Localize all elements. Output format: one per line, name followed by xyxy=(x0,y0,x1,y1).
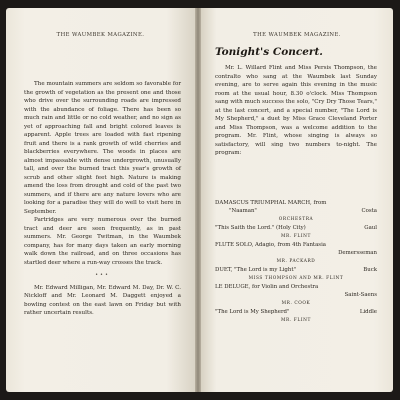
program-composer: Demersseman xyxy=(338,250,377,257)
left-body-text xyxy=(24,80,181,318)
program-composer: Liddle xyxy=(359,309,377,316)
section-divider: ••• xyxy=(95,272,110,278)
program-piece: LE DELUGE, for Violin and Orchestra xyxy=(215,284,319,291)
program-piece: DUET, "The Lord is my Light" xyxy=(215,267,296,274)
program-piece: FLUTE SOLO, Adagio, from 4th Fantasia xyxy=(215,242,327,249)
paragraph-partridges: Partridges are very numerous over the burned tract and deer are seen frequently, as in past summers. Mr. George Twitman, in the Waumbek company, has for many days taken an early morning walk down the railroad, and on three occasions has startled deer where a run-way crosses the track. xyxy=(24,217,181,266)
right-running-head: THE WAUMBEK MAGAZINE. xyxy=(253,32,341,38)
program-piece: "The Lord is My Shepherd" xyxy=(215,309,290,316)
program-item xyxy=(215,224,377,232)
program-composer: Buck xyxy=(363,267,377,274)
concert-intro-paragraph: Mr. L. Willard Flint and Miss Persis Thompson, the contralto who sang at the Waumbek last Sunday evening, are to serve again this evening in the music room at the usual hour, 8.30 o'clock. Miss Thompson sang with much success the solo, "Cry Dry Those Tears," at the last concert, and a special number, "The Lord is My Shepherd," a duet by Miss Grace Cleveland Porter and Miss Thompson, was a welcome addition to the program. Mr. Flint, whose singing is always so satisfactory, will sing two numbers to-night. The program: xyxy=(215,65,377,156)
right-page xyxy=(201,8,393,392)
concert-program xyxy=(215,199,377,325)
program-performer: MR. COOK xyxy=(281,300,311,306)
left-page xyxy=(6,8,195,392)
program-performer: MISS THOMPSON AND MR. FLINT xyxy=(248,275,344,281)
program-piece: "This Saith the Lord." (Holy City) xyxy=(215,225,306,232)
program-item xyxy=(215,291,377,299)
concert-intro xyxy=(215,64,377,158)
program-performer: MR. FLINT xyxy=(281,317,311,323)
article-title: Tonight's Concert. xyxy=(215,46,323,58)
program-piece: DAMASCUS TRIUMPHAL MARCH, from xyxy=(215,200,327,206)
program-item xyxy=(215,249,377,257)
program-piece: "Naaman" xyxy=(229,208,257,215)
program-performer: ORCHESTRA xyxy=(278,216,314,222)
program-composer: Saint-Saens xyxy=(344,292,377,299)
program-composer: Costa xyxy=(361,208,377,215)
program-composer: Gaul xyxy=(364,225,377,232)
program-performer: MR. FLINT xyxy=(281,233,311,239)
program-item xyxy=(215,283,377,291)
program-item xyxy=(215,241,377,249)
left-running-head: THE WAUMBEK MAGAZINE. xyxy=(56,32,145,38)
paragraph-bowling: Mr. Edward Milligan, Mr. Edward M. Day, Dr. W. C. Nickloff and Mr. Leonard M. Daggett enjoyed a bowling contest on the east lawn on Friday but with rather uncertain results. xyxy=(24,284,181,316)
paragraph-mountain-summers: The mountain summers are seldom so favorable for the growth of vegetation as the present one and those who drive over the surrounding roads are impressed with the abundance of foliage. There has been so much rain and little or no cold weather, and no sign as yet of approaching fall and bright colored leaves is apparent. Apple trees are loaded with fast ripening fruit and there is a rank growth of wild cherries and blackberries everywhere. The woods in places are almost impassable with dense undergrowth, unusually tall, and over the burned tract this year's growth of scrub and other slight feet high. Nature is making amend the loss from drought and cold of the past two summers, and if there are any nature lovers who are looking for a paradise they will do well to visit here in September. xyxy=(24,81,181,215)
program-item xyxy=(215,266,377,274)
program-item xyxy=(215,199,377,207)
program-item xyxy=(215,308,377,316)
program-item xyxy=(215,207,377,215)
program-performer: MR. PACKARD xyxy=(276,258,316,264)
